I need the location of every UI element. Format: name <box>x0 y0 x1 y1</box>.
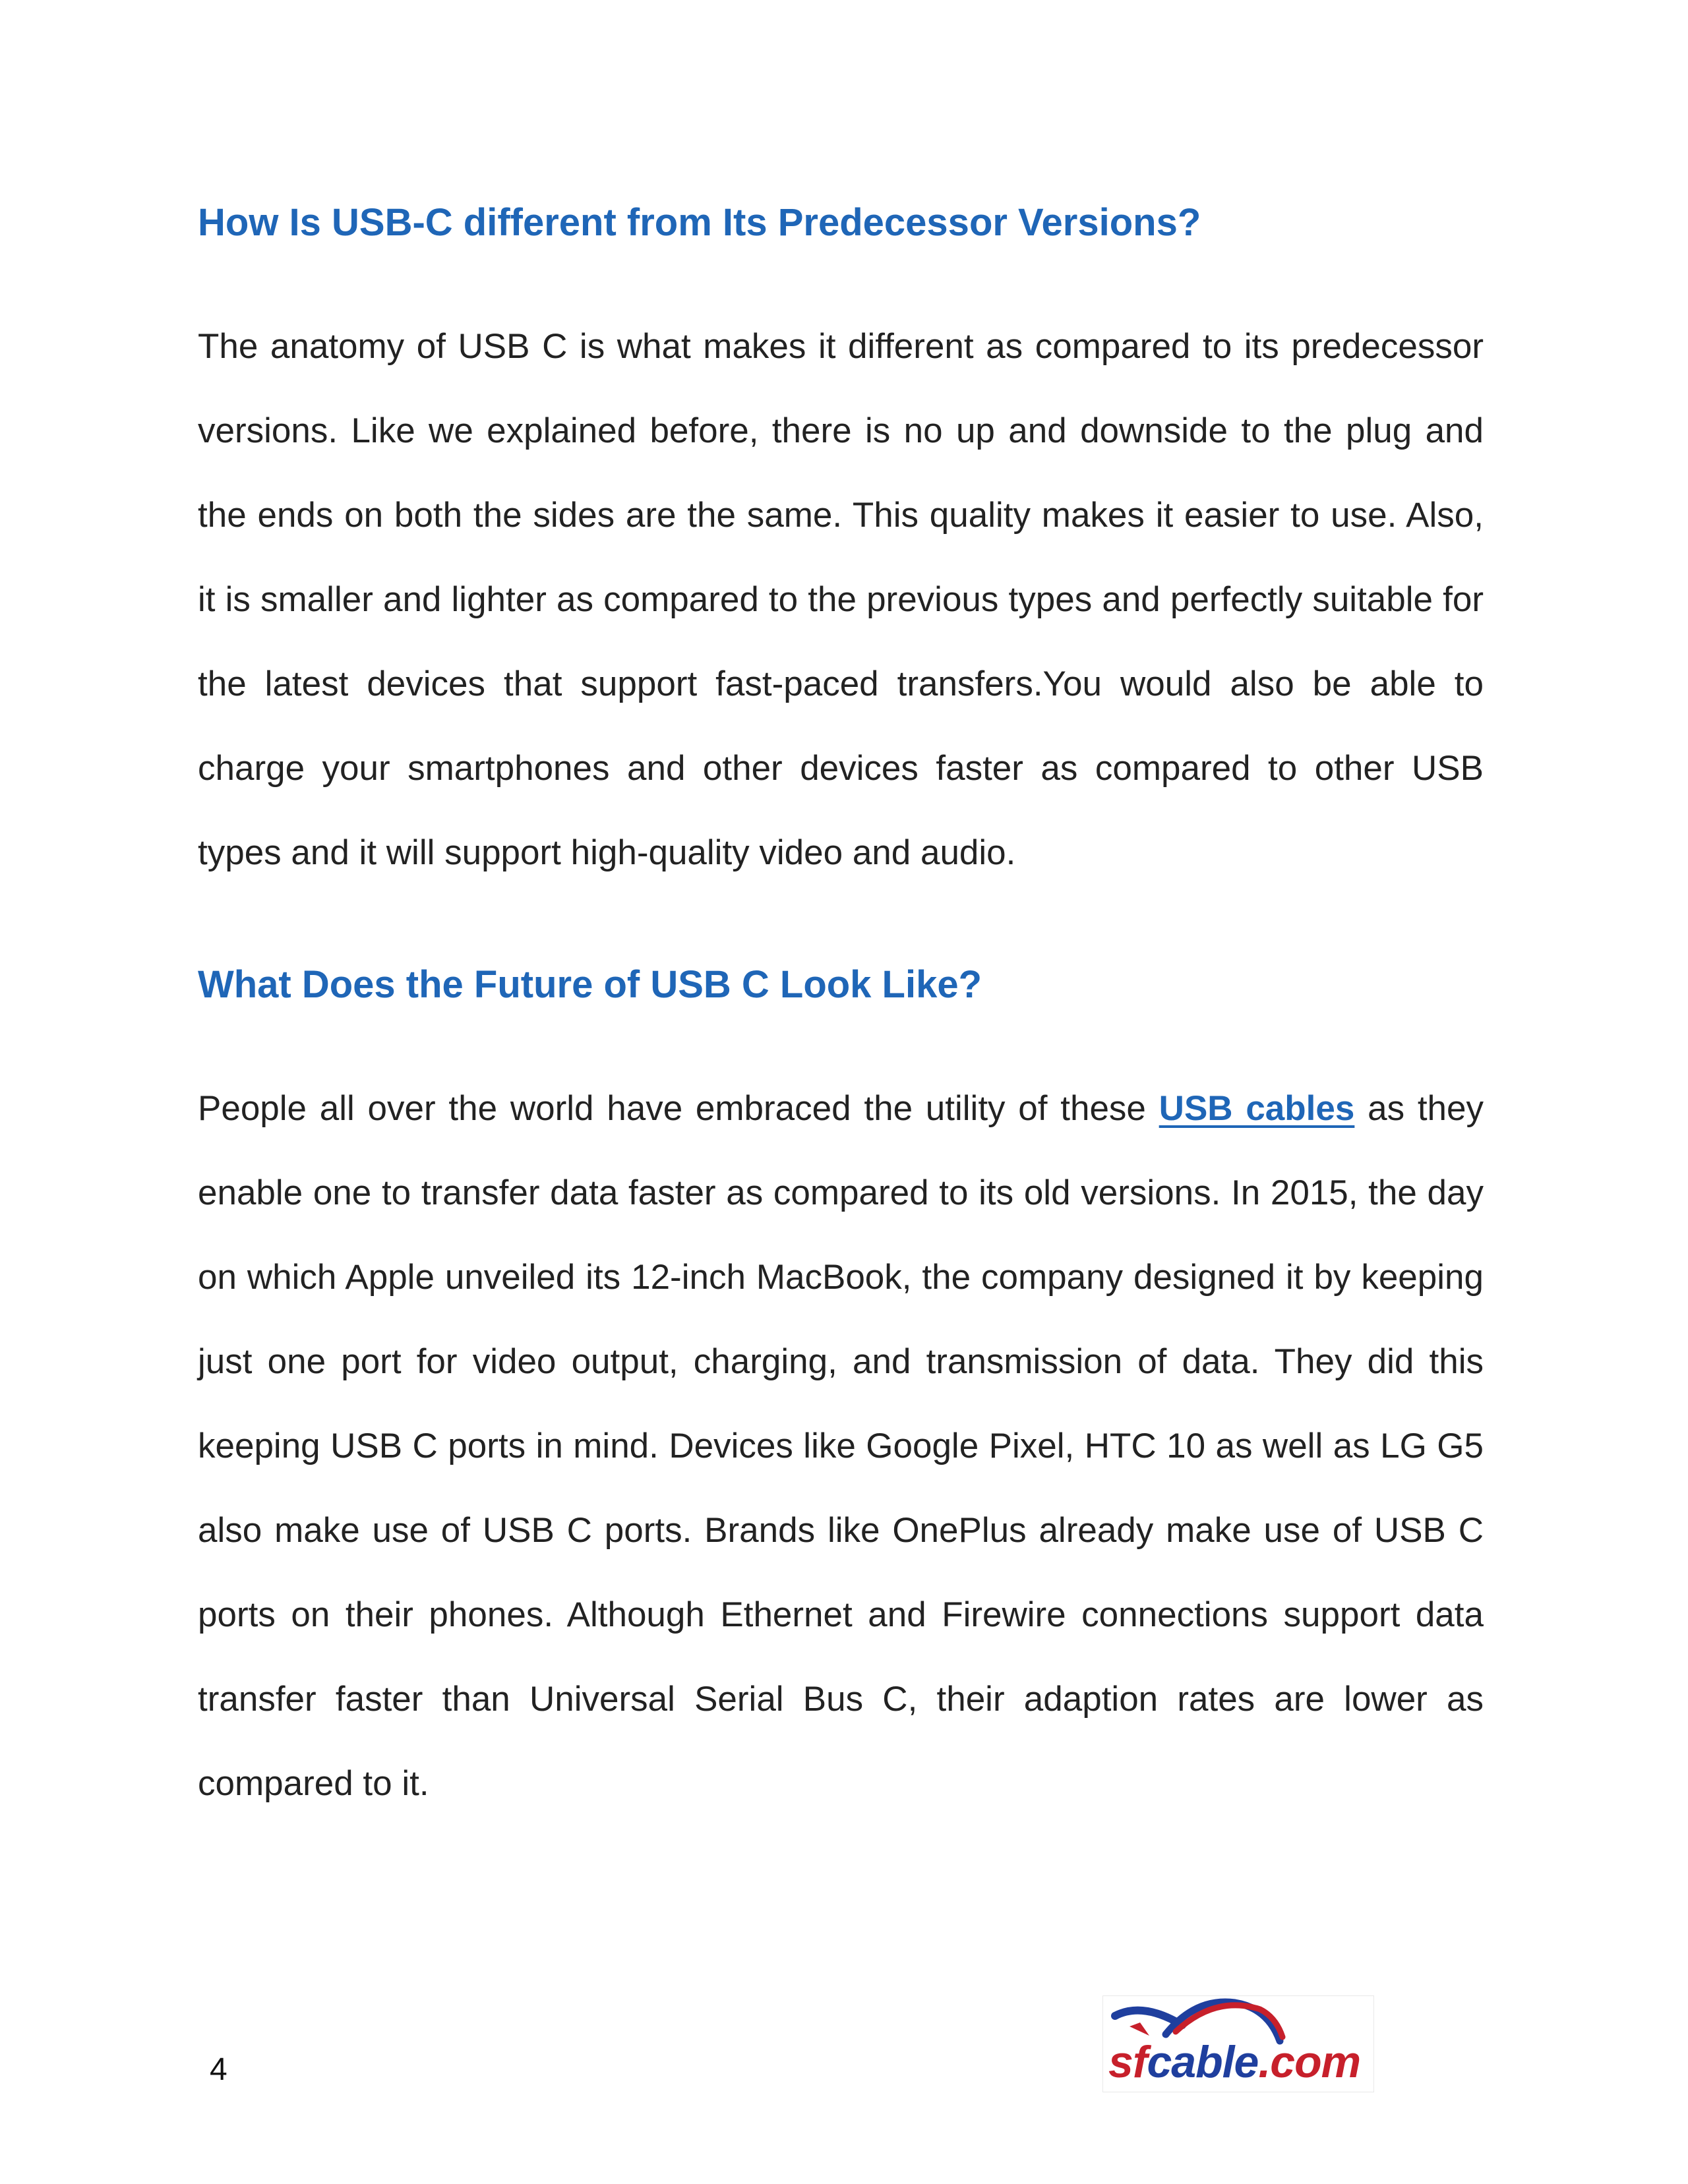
section2-heading: What Does the Future of USB C Look Like? <box>198 963 982 1006</box>
sfcable-logo <box>1102 1995 1374 2092</box>
logo-text-dotcom: .com <box>1258 2037 1361 2087</box>
logo-text-cable: cable <box>1147 2037 1259 2087</box>
page-content <box>198 191 1484 1826</box>
section1-heading: How Is USB-C different from Its Predecessor Versions? <box>198 201 1201 244</box>
section2-text-before-link: People all over the world have embraced the utility of these <box>198 1089 1159 1128</box>
logo-wordmark <box>1108 2036 1360 2088</box>
section2-text-after-link: as they enable one to transfer data faster as compared to its old versions. In 2015, the day on which Apple unveiled its 12-inch MacBook, the company designed it by keeping just one port for video output, charging, and transmission of data. They did this keeping USB C ports in mind. Devices like Google Pixel, HTC 10 as well as LG G5 also make use of USB C ports. Brands like OnePlus already make use of USB C ports on their phones. Although Ethernet and Firewire connections support data transfer faster than Universal Serial Bus C, their adaption rates are lower as compared to it. <box>198 1089 1484 1803</box>
usb-cables-link[interactable]: USB cables <box>1159 1089 1355 1128</box>
section2-paragraph <box>198 1067 1484 1826</box>
page-number: 4 <box>210 2052 227 2087</box>
section1-paragraph: The anatomy of USB C is what makes it different as compared to its predecessor versions. Like we explained before, there is no up and downside to the plug and the ends on both the sides are the same. This quality makes it easier to use. Also, it is smaller and lighter as compared to the previous types and perfectly suitable for the latest devices that support fast-paced transfers.You would also be able to charge your smartphones and other devices faster as compared to other USB types and it will support high-quality video and audio. <box>198 327 1484 872</box>
logo-text-sf: sf <box>1108 2037 1147 2087</box>
